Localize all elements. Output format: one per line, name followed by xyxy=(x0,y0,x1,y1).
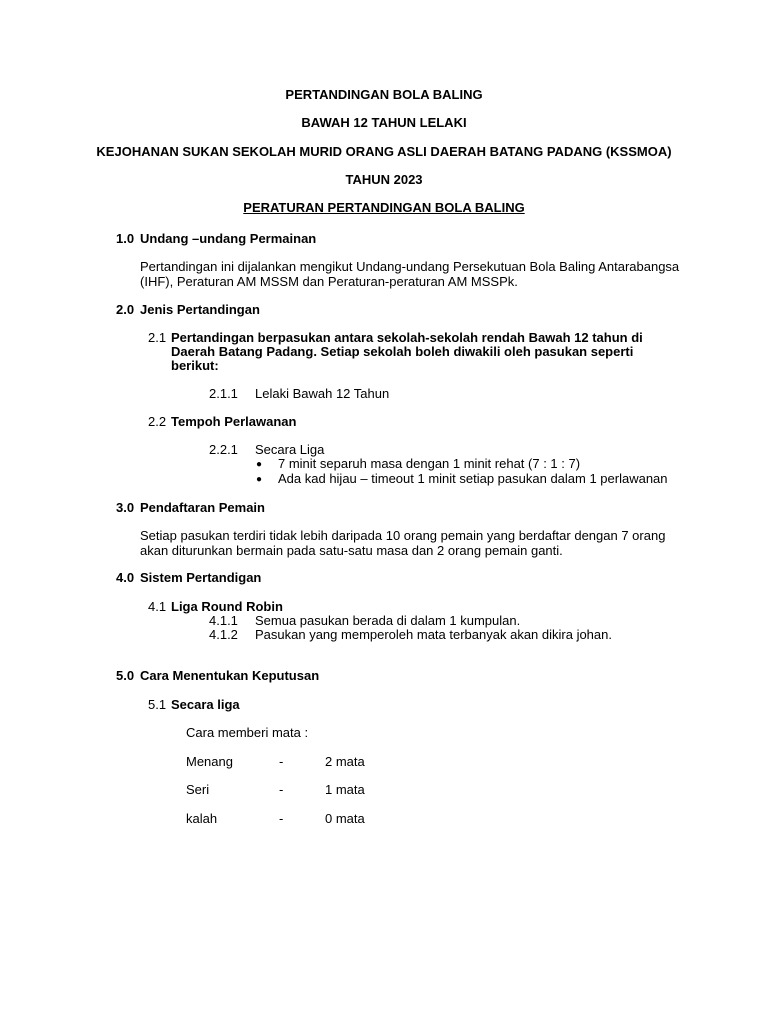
points-row-dash: - xyxy=(279,782,284,797)
item-2-1-1-number: 2.1.1 xyxy=(209,386,238,401)
section-4-heading: Sistem Pertandigan xyxy=(140,570,262,585)
points-row-label: Menang xyxy=(186,754,233,769)
item-4-1-1-number: 4.1.1 xyxy=(209,613,238,628)
item-2-2-1-number: 2.2.1 xyxy=(209,442,238,457)
doc-title-line-3: KEJOHANAN SUKAN SEKOLAH MURID ORANG ASLI DAERAH BATANG PADANG (KSSMOA) xyxy=(96,144,672,159)
section-2-heading: Jenis Pertandingan xyxy=(140,302,260,317)
subsection-4-1-number: 4.1 xyxy=(148,599,167,614)
points-row-label: Seri xyxy=(186,782,210,797)
bullet-item: Ada kad hijau – timeout 1 minit setiap pasukan dalam 1 perlawanan xyxy=(278,471,668,486)
item-4-1-2-number: 4.1.2 xyxy=(209,627,238,642)
item-2-2-1-text: Secara Liga xyxy=(255,442,325,457)
points-intro: Cara memberi mata : xyxy=(186,725,309,740)
points-row-dash: - xyxy=(279,811,284,826)
subsection-2-2-heading: Tempoh Perlawanan xyxy=(171,414,297,429)
section-1-para-line-1: Pertandingan ini dijalankan mengikut Undang-undang Persekutuan Bola Baling Antarabangsa xyxy=(140,259,680,274)
item-4-1-2-text: Pasukan yang memperoleh mata terbanyak akan dikira johan. xyxy=(255,627,612,642)
subsection-2-1-line-3: berikut: xyxy=(171,358,219,373)
bullet-icon: ● xyxy=(256,474,263,485)
subsection-2-2-number: 2.2 xyxy=(148,414,167,429)
bullet-icon: ● xyxy=(256,459,263,470)
section-3-para-line-1: Setiap pasukan terdiri tidak lebih daripada 10 orang pemain yang berdaftar dengan 7 orang xyxy=(140,528,666,543)
subsection-4-1-heading: Liga Round Robin xyxy=(171,599,283,614)
doc-title-line-1: PERTANDINGAN BOLA BALING xyxy=(285,87,483,102)
points-row-value: 1 mata xyxy=(325,782,365,797)
bullet-item: 7 minit separuh masa dengan 1 minit rehat (7 : 1 : 7) xyxy=(278,456,581,471)
rules-title: PERATURAN PERTANDINGAN BOLA BALING xyxy=(243,200,525,215)
section-3-para-line-2: akan diturunkan bermain pada satu-satu masa dan 2 orang pemain ganti. xyxy=(140,543,563,558)
subsection-2-1-line-2: Daerah Batang Padang. Setiap sekolah boleh diwakili oleh pasukan seperti xyxy=(171,344,634,359)
section-1-para-line-2: (IHF), Peraturan AM MSSM dan Peraturan-peraturan AM MSSPk. xyxy=(140,274,518,289)
section-2-number: 2.0 xyxy=(116,302,135,317)
section-3-heading: Pendaftaran Pemain xyxy=(140,500,265,515)
section-5-number: 5.0 xyxy=(116,668,135,683)
doc-title-line-4: TAHUN 2023 xyxy=(345,172,423,187)
section-1-number: 1.0 xyxy=(116,231,135,246)
subsection-5-1-heading: Secara liga xyxy=(171,697,240,712)
section-3-number: 3.0 xyxy=(116,500,135,515)
points-row-value: 0 mata xyxy=(325,811,365,826)
doc-title-line-2: BAWAH 12 TAHUN LELAKI xyxy=(301,115,467,130)
section-5-heading: Cara Menentukan Keputusan xyxy=(140,668,320,683)
points-row-label: kalah xyxy=(186,811,218,826)
section-1-heading: Undang –undang Permainan xyxy=(140,231,317,246)
subsection-2-1-line-1: Pertandingan berpasukan antara sekolah-sekolah rendah Bawah 12 tahun di xyxy=(171,330,643,345)
subsection-5-1-number: 5.1 xyxy=(148,697,167,712)
points-row-value: 2 mata xyxy=(325,754,365,769)
section-4-number: 4.0 xyxy=(116,570,135,585)
points-row-dash: - xyxy=(279,754,284,769)
subsection-2-1-number: 2.1 xyxy=(148,330,167,345)
item-4-1-1-text: Semua pasukan berada di dalam 1 kumpulan. xyxy=(255,613,521,628)
item-2-1-1-text: Lelaki Bawah 12 Tahun xyxy=(255,386,390,401)
